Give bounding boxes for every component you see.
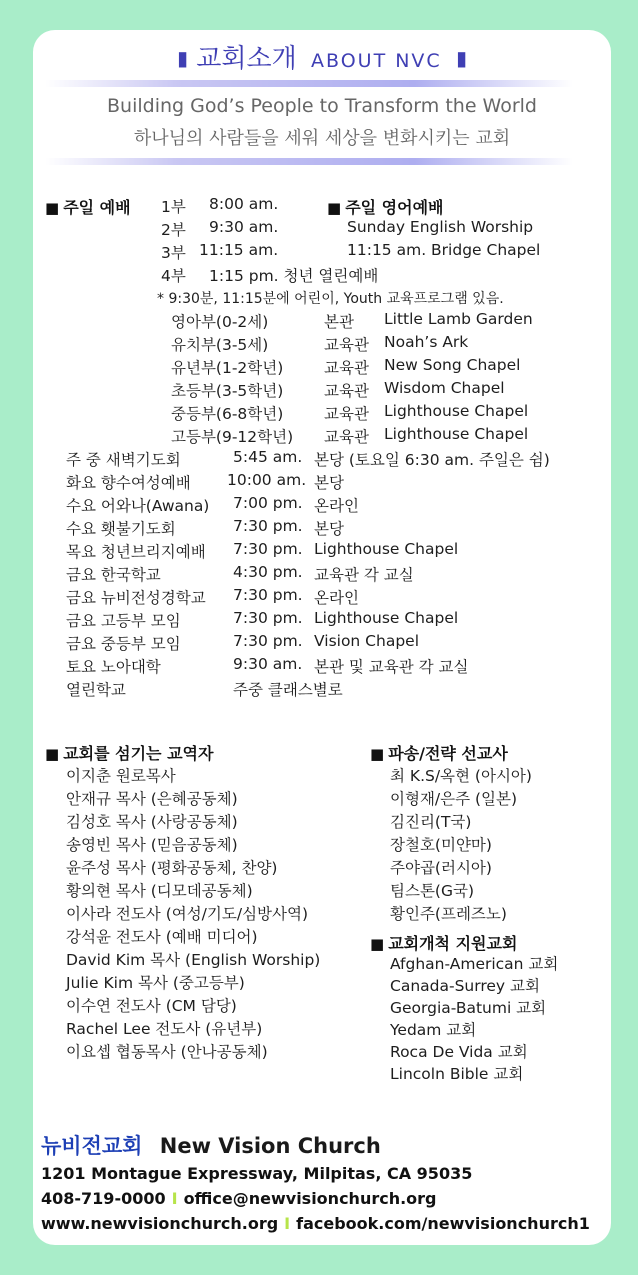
minister-item: Julie Kim 목사 (중고등부) xyxy=(66,974,245,992)
divider-bottom xyxy=(45,158,573,165)
kids-dept-room: Lighthouse Chapel xyxy=(384,425,529,443)
church-plant-item: Yedam 교회 xyxy=(390,1021,477,1039)
weekly-program-place: Lighthouse Chapel xyxy=(314,609,459,627)
page-title xyxy=(33,38,611,75)
weekly-program-time: 10:00 am. xyxy=(227,471,307,489)
kids-dept-building: 교육관 xyxy=(324,428,369,446)
kids-dept-building: 교육관 xyxy=(324,382,369,400)
church-plant-item: Afghan-American 교회 xyxy=(390,955,559,973)
minister-item: 이사라 전도사 (여성/기도/심방사역) xyxy=(66,905,309,923)
service-2-time: 9:30 am. xyxy=(209,218,279,236)
education-note: * 9:30분, 11:15분에 어린이, Youth 교육프로그램 있음. xyxy=(157,291,504,307)
square-bullet-icon: ■ xyxy=(370,745,385,763)
kids-dept-name: 영아부(0-2세) xyxy=(171,313,269,331)
missionary-item: 최 K.S/옥현 (아시아) xyxy=(390,767,532,785)
square-bullet-icon: ■ xyxy=(45,745,60,763)
tagline-english: Building God’s People to Transform the World xyxy=(107,95,537,117)
church-name xyxy=(41,1130,381,1160)
title-korean: 교회소개 xyxy=(196,44,297,74)
weekly-program-name: 토요 노아대학 xyxy=(66,658,161,676)
weekly-program-place: Lighthouse Chapel xyxy=(314,540,459,558)
missionary-item: 김진리(T국) xyxy=(390,813,472,831)
weekly-program-time: 9:30 am. xyxy=(233,655,303,673)
service-4-time: 1:15 pm. 청년 열린예배 xyxy=(209,267,379,285)
minister-item: 송영빈 목사 (믿음공동체) xyxy=(66,836,238,854)
weekly-program-place: 교육관 각 교실 xyxy=(314,566,414,584)
kids-dept-room: Wisdom Chapel xyxy=(384,379,505,397)
minister-item: 김성호 목사 (사랑공동체) xyxy=(66,813,238,831)
english-worship-heading: ■ 주일 영어예배 xyxy=(327,198,444,217)
title-bar-icon-left: ▮ xyxy=(177,46,189,70)
title-english: ABOUT NVC xyxy=(311,50,442,72)
weekly-program-place: Vision Chapel xyxy=(314,632,420,650)
minister-item: 이요셉 협동목사 (안나공동체) xyxy=(66,1043,268,1061)
weekly-program-name: 화요 향수여성예배 xyxy=(66,474,191,492)
church-name-korean: 뉴비전교회 xyxy=(41,1134,143,1158)
missionary-item: 팀스톤(G국) xyxy=(390,882,474,900)
church-plant-item: Canada-Surrey 교회 xyxy=(390,977,540,995)
weekly-program-time: 7:30 pm. xyxy=(233,586,303,604)
minister-item: 이지춘 원로목사 xyxy=(66,767,176,785)
weekly-program-name: 금요 한국학교 xyxy=(66,566,161,584)
service-4-part: 4부 xyxy=(161,267,186,285)
weekly-program-time: 주중 클래스별로 xyxy=(233,681,343,699)
square-bullet-icon: ■ xyxy=(45,199,60,217)
ministers-heading: ■ 교회를 섬기는 교역자 xyxy=(45,744,214,763)
service-2-part: 2부 xyxy=(161,221,186,239)
minister-item: Rachel Lee 전도사 (유년부) xyxy=(66,1020,263,1038)
kids-dept-name: 고등부(9-12학년) xyxy=(171,428,294,446)
kids-dept-name: 중등부(6-8학년) xyxy=(171,405,284,423)
weekly-program-place: 온라인 xyxy=(314,589,359,607)
kids-dept-building: 본관 xyxy=(324,313,354,331)
weekly-program-name: 수요 횃불기도회 xyxy=(66,520,176,538)
title-bar-icon-right: ▮ xyxy=(455,46,467,70)
weekly-program-place: 본당 (토요일 6:30 am. 주일은 쉼) xyxy=(314,451,550,469)
missionary-item: 황인주(프레즈노) xyxy=(390,905,507,923)
service-1-part: 1부 xyxy=(161,198,186,216)
kids-dept-name: 초등부(3-5학년) xyxy=(171,382,284,400)
divider-top xyxy=(45,80,573,87)
weekly-program-place: 온라인 xyxy=(314,497,359,515)
english-worship-name: Sunday English Worship xyxy=(347,218,534,236)
minister-item: 안재규 목사 (은혜공동체) xyxy=(66,790,238,808)
kids-dept-room: Noah’s Ark xyxy=(384,333,469,351)
facebook-link[interactable]: facebook.com/newvisionchurch1 xyxy=(296,1214,590,1233)
weekly-program-name: 금요 중등부 모임 xyxy=(66,635,181,653)
weekly-program-time: 7:30 pm. xyxy=(233,609,303,627)
separator: I xyxy=(171,1189,178,1208)
weekly-program-name: 열린학교 xyxy=(66,681,126,699)
church-plants-heading: ■ 교회개척 지원교회 xyxy=(370,934,518,953)
weekly-program-time: 7:00 pm. xyxy=(233,494,303,512)
minister-item: David Kim 목사 (English Worship) xyxy=(66,951,321,969)
english-worship-time: 11:15 am. Bridge Chapel xyxy=(347,241,541,259)
kids-dept-room: New Song Chapel xyxy=(384,356,521,374)
weekly-program-time: 7:30 pm. xyxy=(233,517,303,535)
tagline-korean: 하나님의 사람들을 세워 세상을 변화시키는 교회 xyxy=(133,128,511,149)
missionary-item: 장철호(미얀마) xyxy=(390,836,492,854)
weekly-program-name: 금요 고등부 모임 xyxy=(66,612,181,630)
service-3-part: 3부 xyxy=(161,244,186,262)
minister-item: 강석윤 전도사 (예배 미디어) xyxy=(66,928,258,946)
weekly-program-time: 5:45 am. xyxy=(233,448,303,466)
missionaries-heading: ■ 파송/전략 선교사 xyxy=(370,744,508,763)
weekly-program-place: 본관 및 교육관 각 교실 xyxy=(314,658,469,676)
weekly-program-name: 목요 청년브리지예배 xyxy=(66,543,206,561)
service-3-time: 11:15 am. xyxy=(199,241,279,259)
weekly-program-place: 본당 xyxy=(314,520,344,538)
church-plant-item: Roca De Vida 교회 xyxy=(390,1043,528,1061)
square-bullet-icon: ■ xyxy=(370,935,385,953)
info-card xyxy=(33,30,611,1245)
weekly-program-time: 7:30 pm. xyxy=(233,540,303,558)
missionary-item: 이형재/은주 (일본) xyxy=(390,790,518,808)
square-bullet-icon: ■ xyxy=(327,199,342,217)
web-line xyxy=(41,1214,590,1233)
kids-dept-building: 교육관 xyxy=(324,336,369,354)
contact-line xyxy=(41,1189,437,1208)
minister-item: 황의현 목사 (디모데공동체) xyxy=(66,882,253,900)
weekly-program-time: 4:30 pm. xyxy=(233,563,303,581)
kids-dept-room: Lighthouse Chapel xyxy=(384,402,529,420)
minister-item: 윤주성 목사 (평화공동체, 찬양) xyxy=(66,859,278,877)
weekly-program-name: 주 중 새벽기도회 xyxy=(66,451,181,469)
minister-item: 이수연 전도사 (CM 담당) xyxy=(66,997,237,1015)
church-address: 1201 Montague Expressway, Milpitas, CA 95035 xyxy=(41,1164,473,1183)
kids-dept-room: Little Lamb Garden xyxy=(384,310,533,328)
weekly-program-name: 금요 뉴비전성경학교 xyxy=(66,589,206,607)
kids-dept-name: 유년부(1-2학년) xyxy=(171,359,284,377)
church-name-english: New Vision Church xyxy=(159,1134,381,1158)
missionary-item: 주야곱(러시아) xyxy=(390,859,492,877)
kids-dept-building: 교육관 xyxy=(324,405,369,423)
kids-dept-building: 교육관 xyxy=(324,359,369,377)
email-link[interactable]: office@newvisionchurch.org xyxy=(183,1189,437,1208)
kids-dept-name: 유치부(3-5세) xyxy=(171,336,269,354)
separator: I xyxy=(284,1214,291,1233)
service-1-time: 8:00 am. xyxy=(209,195,279,213)
weekly-program-place: 본당 xyxy=(314,474,344,492)
phone-number: 408-719-0000 xyxy=(41,1189,166,1208)
website-link[interactable]: www.newvisionchurch.org xyxy=(41,1214,279,1233)
sunday-worship-heading: ■ 주일 예배 xyxy=(45,198,131,217)
church-plant-item: Lincoln Bible 교회 xyxy=(390,1065,524,1083)
church-plant-item: Georgia-Batumi 교회 xyxy=(390,999,547,1017)
weekly-program-time: 7:30 pm. xyxy=(233,632,303,650)
weekly-program-name: 수요 어와나(Awana) xyxy=(66,497,210,515)
